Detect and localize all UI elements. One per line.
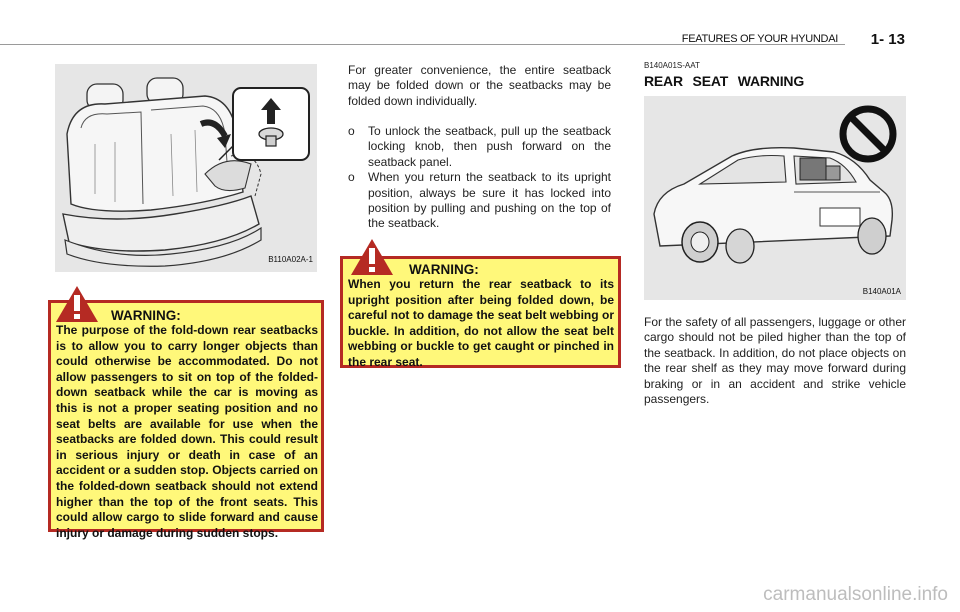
list-item <box>348 124 611 170</box>
page-number: 1- 13 <box>870 31 905 48</box>
car-cargo-illustration <box>644 96 906 300</box>
watermark: carmanualsonline.info <box>763 584 948 605</box>
bullet-marker: o <box>348 124 355 138</box>
rear-seat-warning-paragraph: For the safety of all passengers, luggage or other cargo should not be piled higher than the top of the seatback. In addition, do not place objects on the rear shelf as they may move forward during braking or in an accident and strike vehicle passengers. <box>644 315 906 407</box>
header-section-title: FEATURES OF YOUR HYUNDAI <box>681 33 838 45</box>
seat-image-code: B110A02A-1 <box>268 255 313 264</box>
warning-triangle-icon <box>55 285 99 323</box>
warning-text: The purpose of the fold-down rear seatbacks is to allow you to carry longer objects than could otherwise be accommodated. Do not allow passengers to sit on top of the folded-down seatback while the car is moving as this is not a proper seating position and no seat belts are available for use when the seatbacks are folded down. This could result in serious injury or death in case of an accident or a sudden stop. Objects carried on the folded-down seatback should not extend higher than the top of the front seats. This could allow cargo to slide forward and cause injury or damage during sudden stops. <box>56 323 318 540</box>
list-item-text: When you return the seatback to its upright position, always be sure it has locked into position by pulling and pushing on the top of the seatback. <box>368 170 611 231</box>
seatback-instructions-list <box>348 124 611 232</box>
seatback-intro-paragraph: For greater convenience, the entire seatback may be folded down or the seatbacks may be folded down individually. <box>348 63 611 108</box>
list-item <box>348 170 611 232</box>
warning-text: When you return the rear seatback to its upright position after being folded down, be careful not to damage the seat belt webbing or buckle. In addition, do not allow the seat belt webbing or buckle to get caught or pinched in the rear seat. <box>348 277 614 369</box>
car-image-code: B140A01A <box>862 287 901 296</box>
warning-title: WARNING: <box>111 308 181 323</box>
bullet-marker: o <box>348 170 355 185</box>
section-code: B140A01S-AAT <box>644 61 700 70</box>
folding-seat-drawing <box>55 64 317 272</box>
fold-down-warning-box <box>48 300 324 540</box>
rear-seat-illustration <box>55 64 317 272</box>
warning-title: WARNING: <box>409 262 479 277</box>
warning-triangle-icon <box>350 238 394 276</box>
section-title: REAR SEAT WARNING <box>644 73 805 89</box>
list-item-text: To unlock the seatback, pull up the seatback locking knob, then push forward on the seatback panel. <box>368 124 611 169</box>
sedan-drawing <box>644 96 906 300</box>
